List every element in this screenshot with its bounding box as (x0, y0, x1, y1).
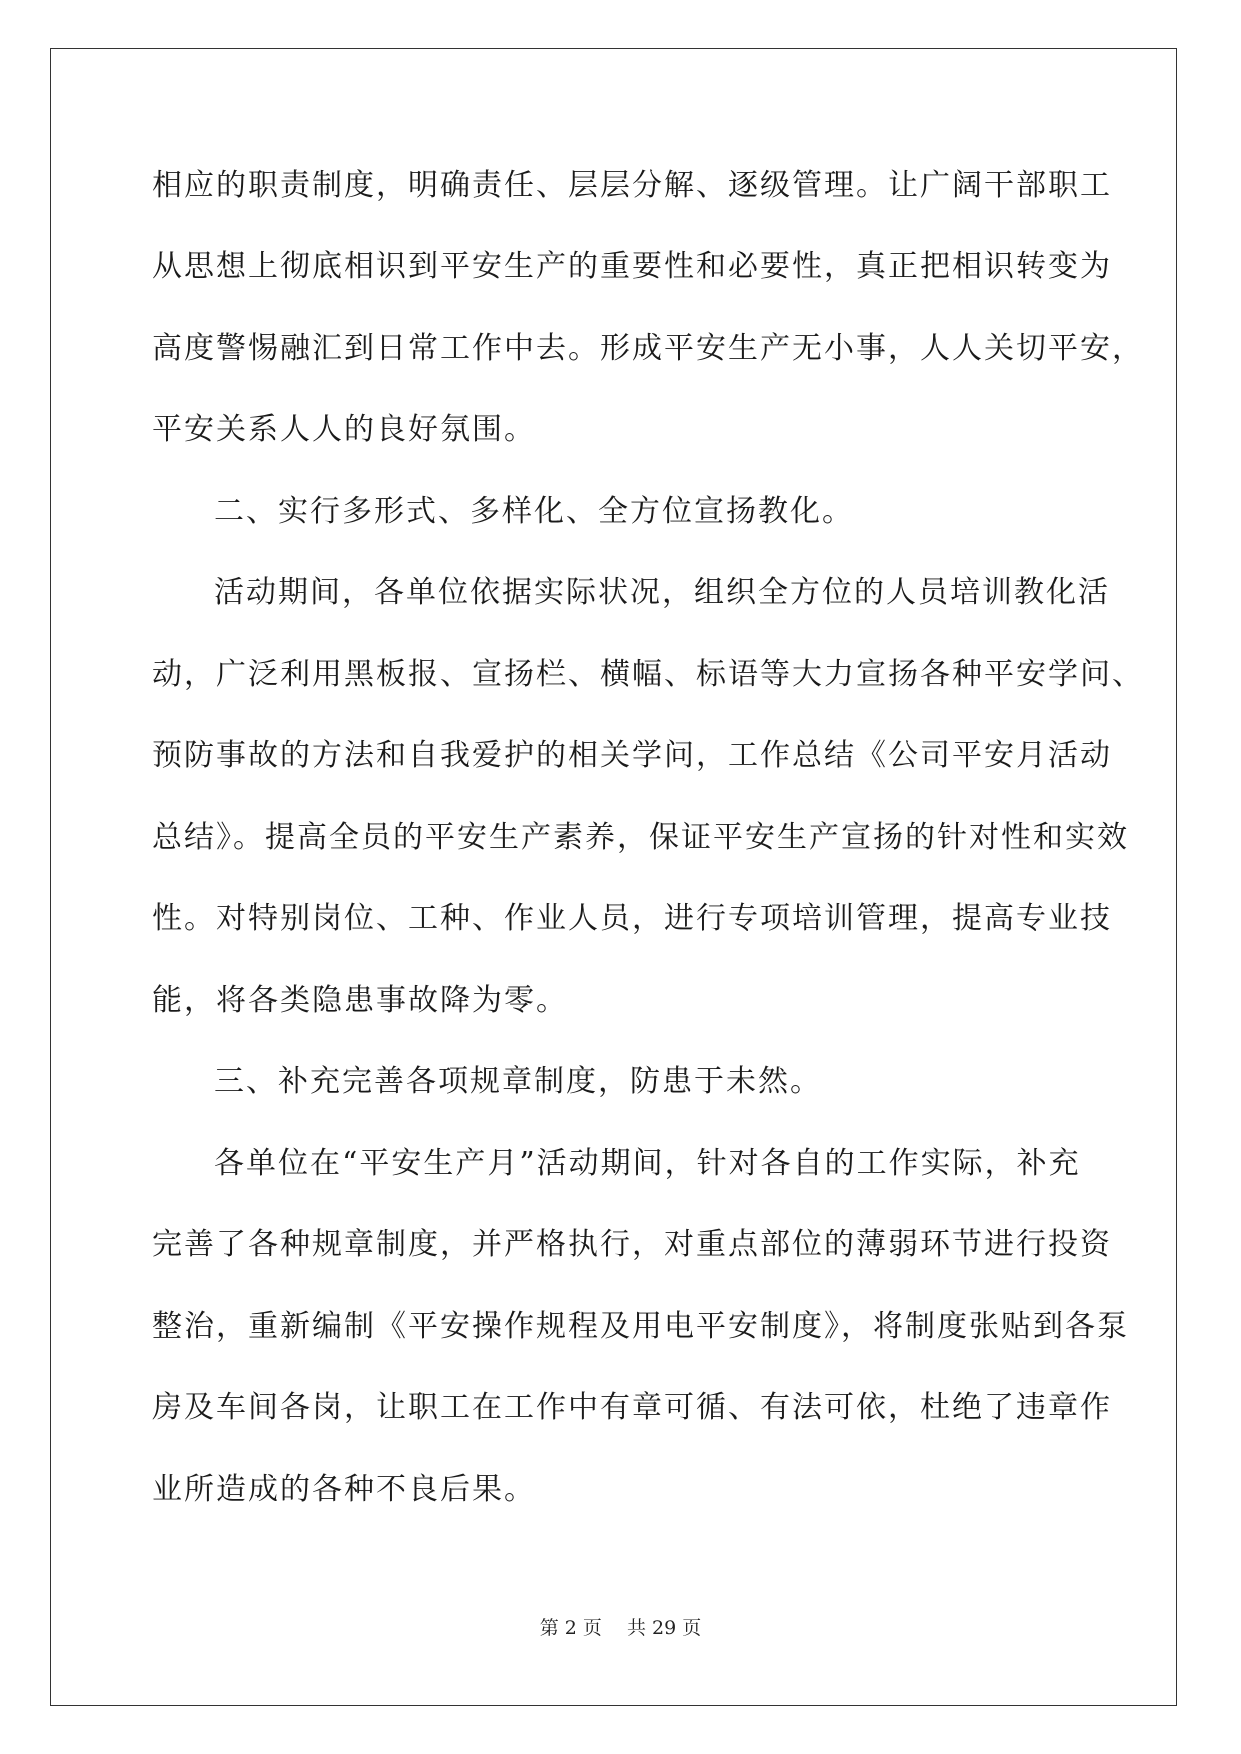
text-line: 各单位在“平安生产月”活动期间，针对各自的工作实际，补充 (214, 1146, 1081, 1181)
text-line: 整治，重新编制《平安操作规程及用电平安制度》，将制度张贴到各泵 (152, 1309, 1129, 1344)
text-line: 总结》。提高全员的平安生产素养，保证平安生产宣扬的针对性和实效 (152, 820, 1129, 855)
text-line: 从思想上彻底相识到平安生产的重要性和必要性，真正把相识转变为 (152, 249, 1112, 284)
text-line: 活动期间，各单位依据实际状况，组织全方位的人员培训教化活 (214, 575, 1110, 610)
section-heading: 二、实行多形式、多样化、全方位宣扬教化。 (214, 494, 854, 529)
page-border (50, 48, 1177, 1706)
text-line: 房及车间各岗，让职工在工作中有章可循、有法可依，杜绝了违章作 (152, 1390, 1112, 1425)
page-number-footer: 第 2 页 共 29 页 (539, 1617, 702, 1639)
text-line: 性。对特别岗位、工种、作业人员，进行专项培训管理，提高专业技 (152, 901, 1112, 936)
text-line: 能，将各类隐患事故降为零。 (152, 983, 568, 1018)
text-line: 平安关系人人的良好氛围。 (152, 412, 536, 447)
text-line: 预防事故的方法和自我爱护的相关学问，工作总结《公司平安月活动 (152, 738, 1112, 773)
text-line: 完善了各种规章制度，并严格执行，对重点部位的薄弱环节进行投资 (152, 1227, 1112, 1262)
text-line: 相应的职责制度，明确责任、层层分解、逐级管理。让广阔干部职工 (152, 168, 1112, 203)
section-heading: 三、补充完善各项规章制度，防患于未然。 (214, 1064, 822, 1099)
text-line: 高度警惕融汇到日常工作中去。形成平安生产无小事，人人关切平安， (152, 331, 1144, 366)
text-line: 动，广泛利用黑板报、宣扬栏、横幅、标语等大力宣扬各种平安学问、 (152, 657, 1144, 692)
text-line: 业所造成的各种不良后果。 (152, 1472, 536, 1507)
